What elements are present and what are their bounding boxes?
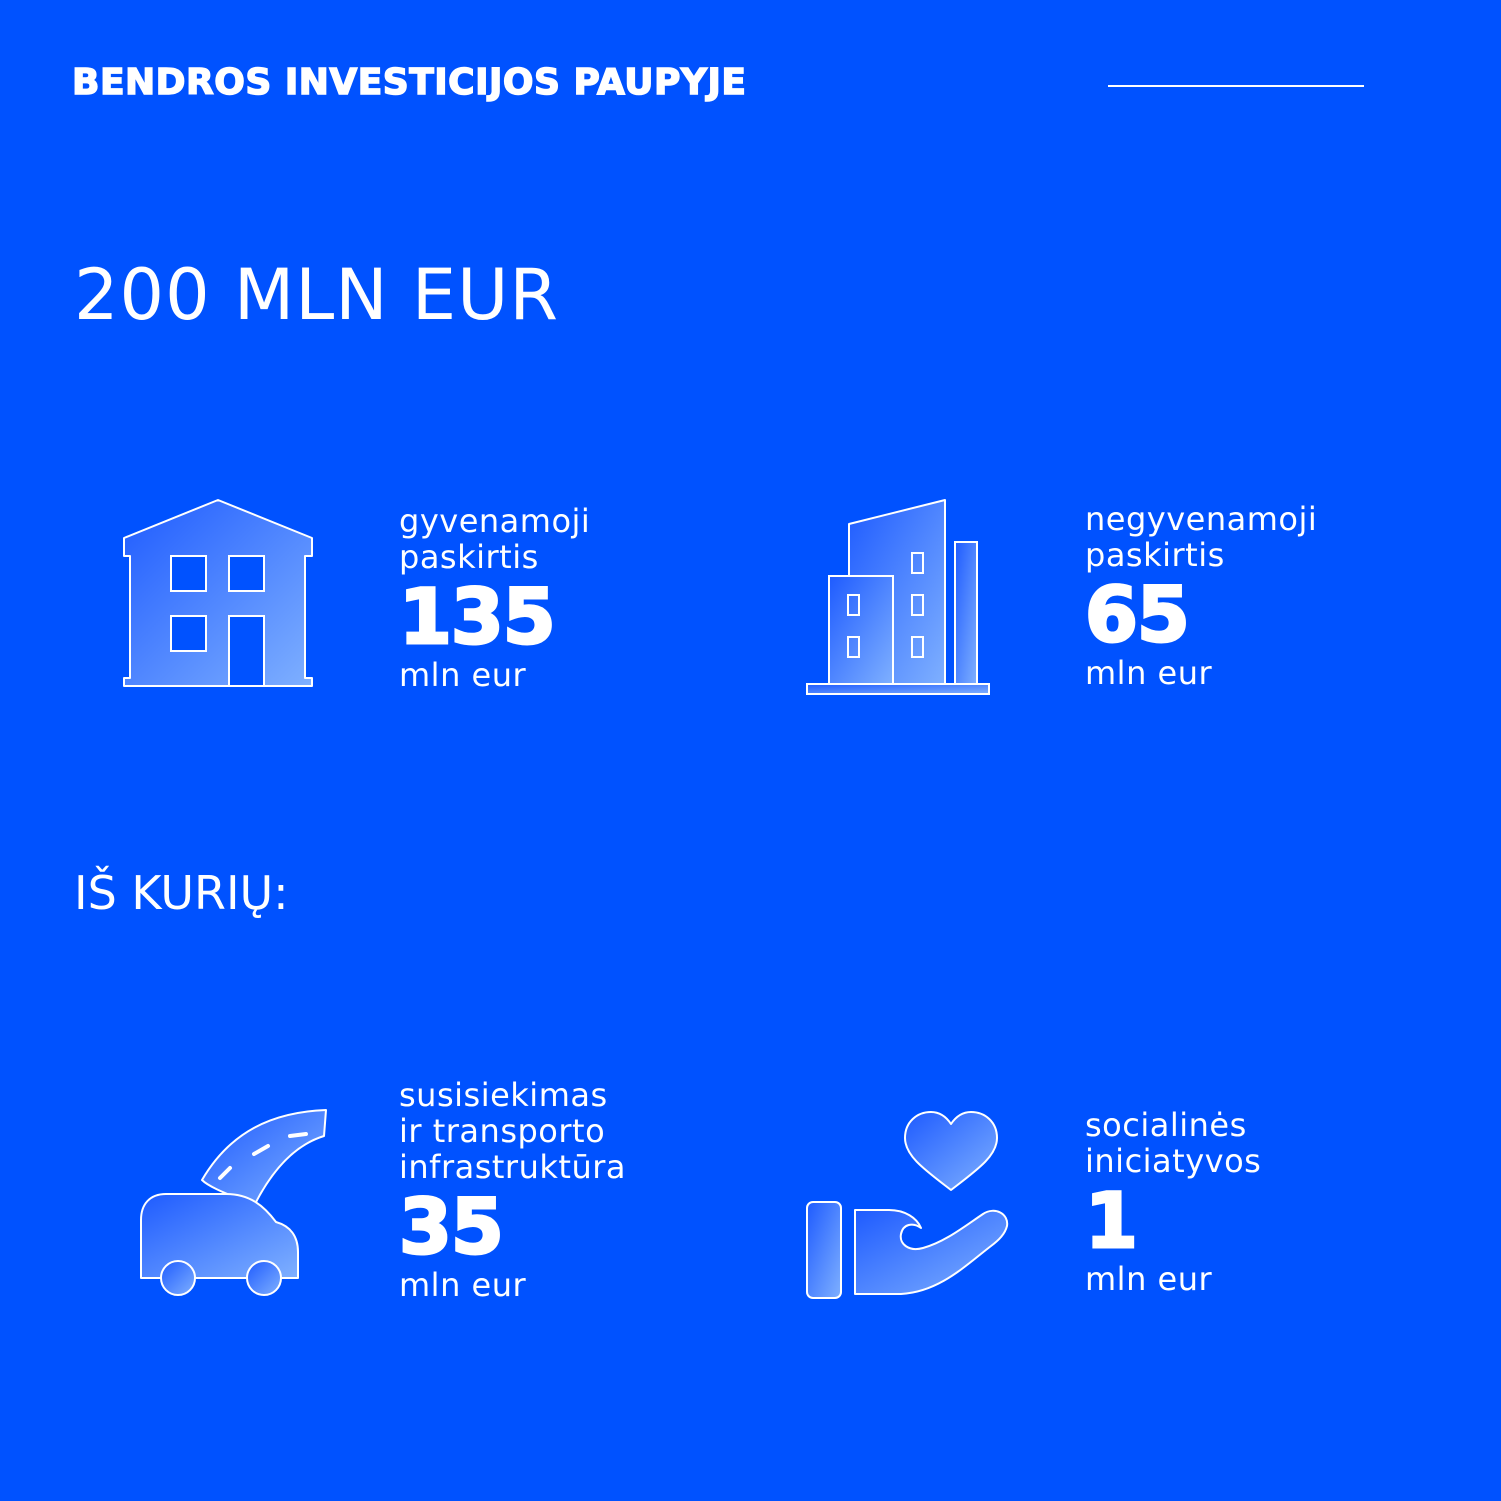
stat-label-line: ir transporto [399,1112,606,1150]
stat-transport [399,1077,626,1303]
stat-label-line: socialinės [1085,1106,1247,1144]
stat-label-line: gyvenamoji [399,502,591,540]
stat-value: 65 [1085,570,1189,659]
stat-non-residential [1085,501,1317,691]
stat-residential [399,503,590,693]
stat-value: 35 [399,1182,503,1271]
stat-label-line: susisiekimas [399,1076,608,1114]
car-road-icon [138,1108,330,1298]
stat-unit: mln eur [1085,1260,1213,1298]
total-investment: 200 MLN EUR [74,254,559,336]
header-divider [1108,85,1364,87]
stat-unit: mln eur [399,656,527,694]
stat-label-line: iniciatyvos [1085,1142,1262,1180]
stat-value: 1 [1085,1176,1137,1265]
stat-label-line: paskirtis [399,538,539,576]
stat-label-line: paskirtis [1085,536,1225,574]
stat-label-line: infrastruktūra [399,1148,626,1186]
stat-value: 135 [399,572,555,661]
hand-heart-icon [805,1110,1011,1302]
section-heading: IŠ KURIŲ: [74,866,289,920]
page-title: BENDROS INVESTICIJOS PAUPYJE [72,62,747,103]
stat-label-line: negyvenamoji [1085,500,1318,538]
stat-social [1085,1107,1261,1297]
stat-unit: mln eur [399,1266,527,1304]
stat-unit: mln eur [1085,654,1213,692]
house-icon [122,498,314,688]
office-buildings-icon [805,498,991,698]
